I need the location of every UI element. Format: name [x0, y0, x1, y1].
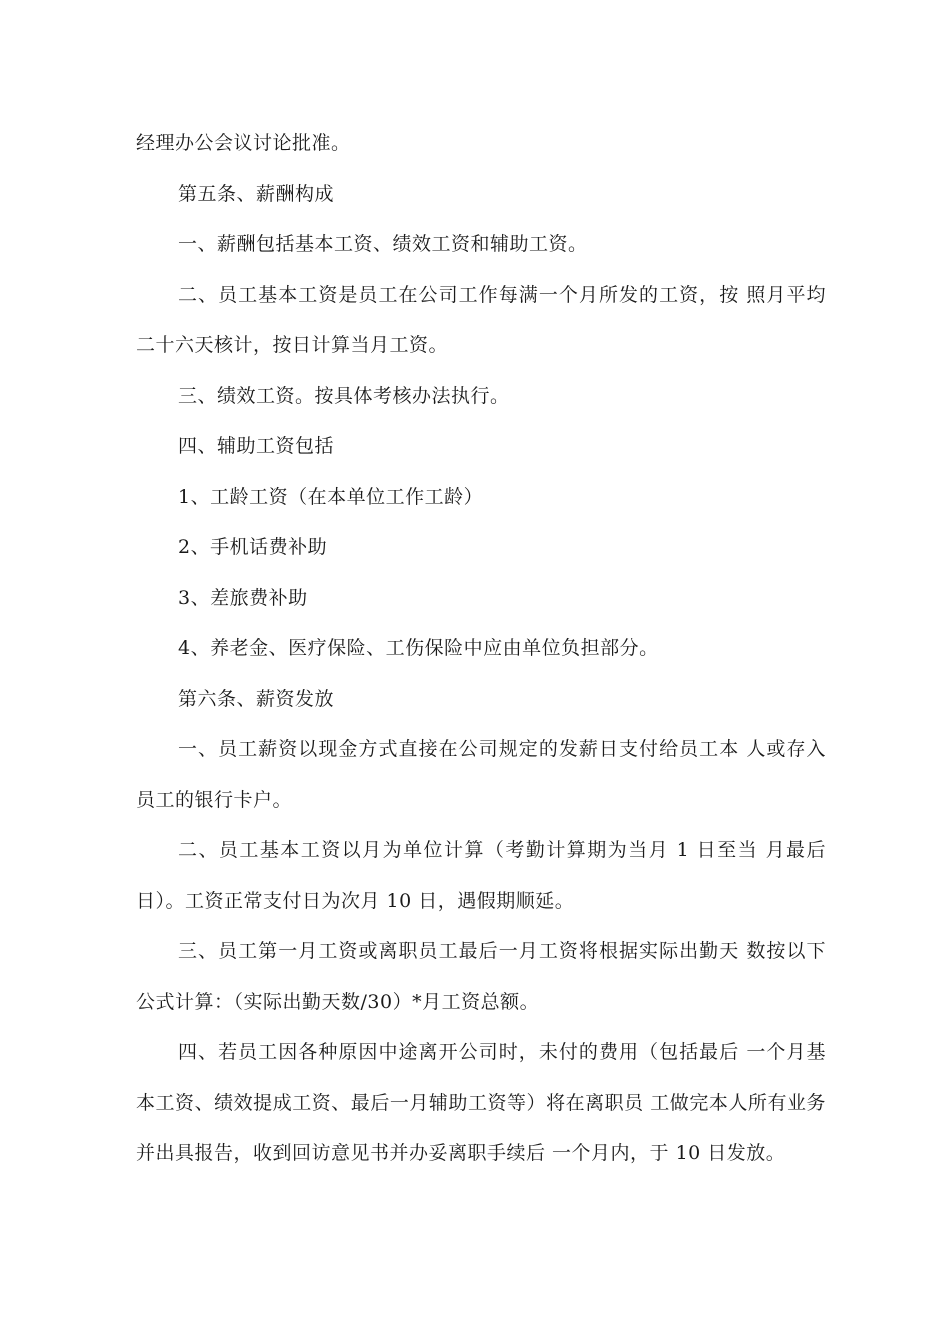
list-item-phone-allowance: 2、手机话费补助	[178, 536, 328, 558]
article-6-heading: 第六条、薪资发放	[178, 687, 335, 710]
paragraph-basic-salary: 二、员工基本工资是员工在公司工作每满一个月所发的工资，按 照月平均二十六天核计，按日计算当月工资。	[136, 283, 826, 356]
document-body	[136, 118, 826, 1179]
list-item-travel-allowance: 3、差旅费补助	[178, 586, 308, 609]
paragraph-payment-method: 一、员工薪资以现金方式直接在公司规定的发薪日支付给员工本 人或存入员工的银行卡户。	[136, 738, 826, 811]
list-item-seniority: 1、工龄工资（在本单位工作工龄）	[178, 485, 484, 508]
article-5-heading: 第五条、薪酬构成	[178, 182, 335, 205]
paragraph-resignation-payment: 四、若员工因各种原因中途离开公司时，未付的费用（包括最后 一个月基本工资、绩效提成工资、最后一月辅助工资等）将在离职员 工做完本人所有业务并出具报告，收到回访意见书并办妥离职手续后 一个月内，于 10 日发放。	[136, 1041, 826, 1164]
paragraph-continuation: 经理办公会议讨论批准。	[136, 132, 351, 154]
paragraph-auxiliary-salary: 四、辅助工资包括	[178, 435, 335, 457]
paragraph-salary-composition: 一、薪酬包括基本工资、绩效工资和辅助工资。	[178, 233, 588, 255]
paragraph-prorated-salary: 三、员工第一月工资或离职员工最后一月工资将根据实际出勤天 数按以下公式计算：（实际出勤天数/30）*月工资总额。	[136, 940, 826, 1013]
list-item-insurance: 4、养老金、医疗保险、工伤保险中应由单位负担部分。	[178, 637, 659, 659]
paragraph-performance-salary: 三、绩效工资。按具体考核办法执行。	[178, 384, 510, 407]
paragraph-payment-period: 二、员工基本工资以月为单位计算（考勤计算期为当月 1 日至当 月最后日）。工资正常支付日为次月 10 日，遇假期顺延。	[136, 839, 826, 912]
